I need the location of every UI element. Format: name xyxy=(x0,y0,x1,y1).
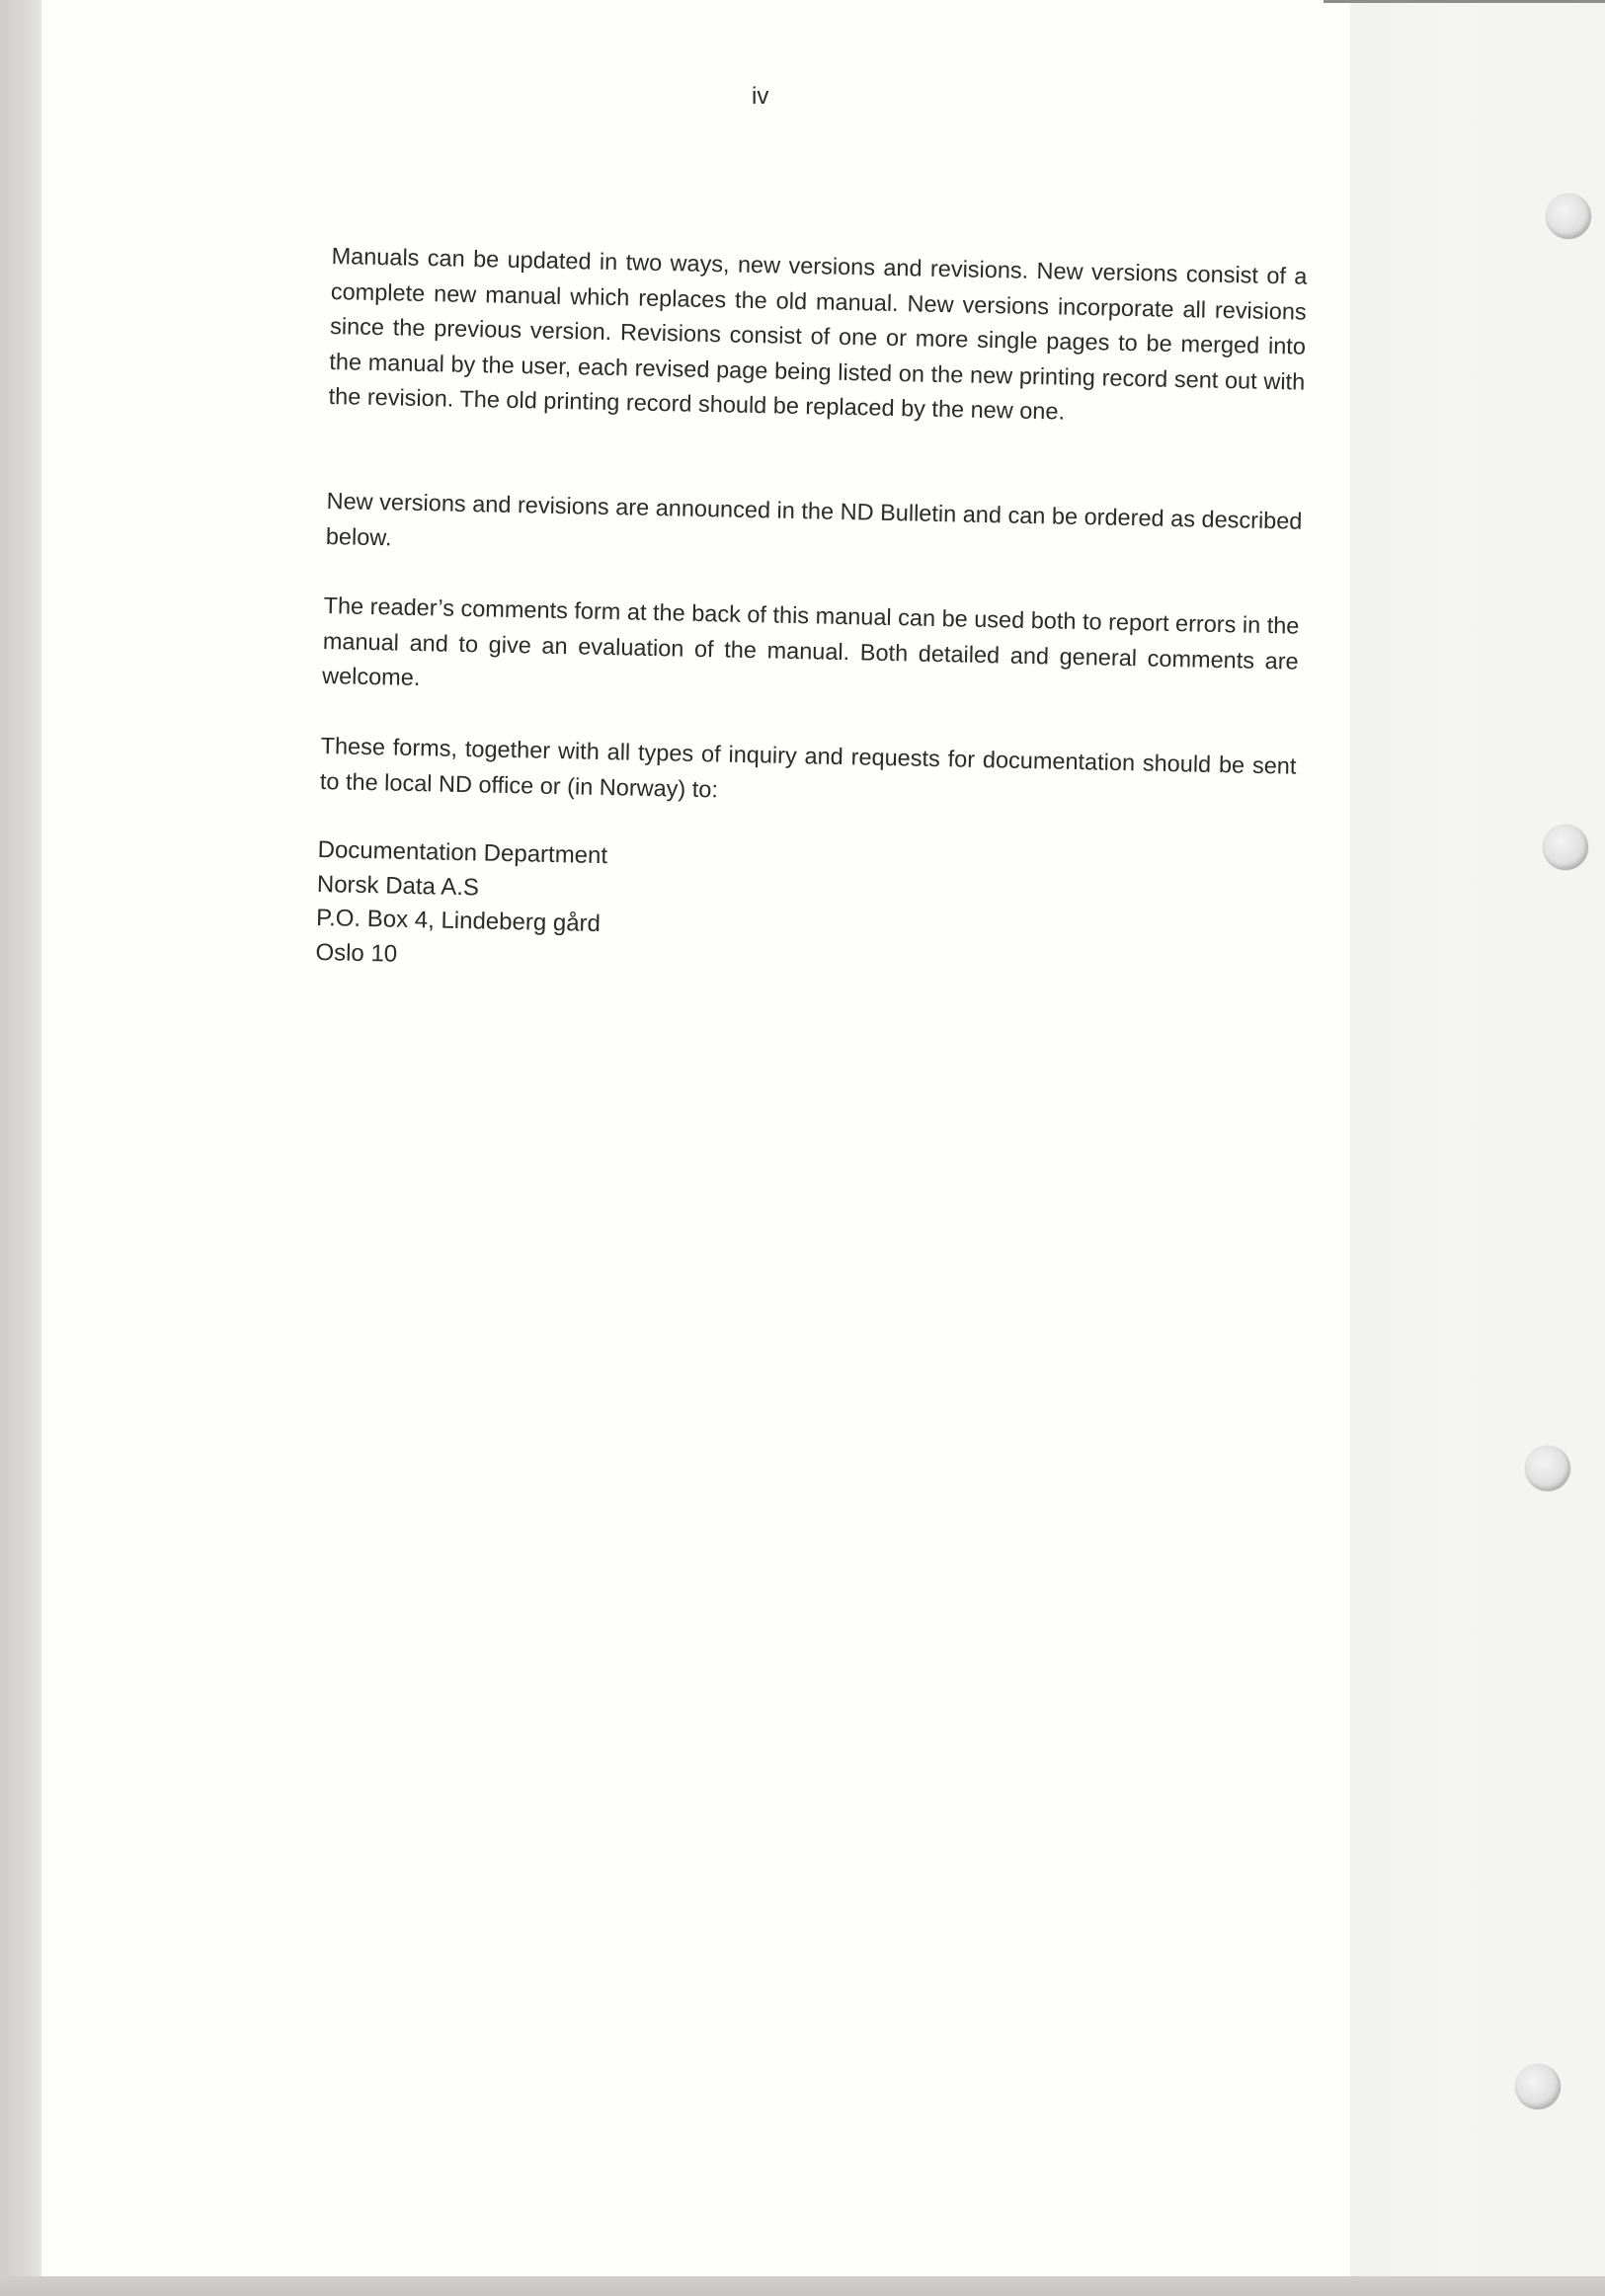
punch-hole xyxy=(1546,194,1591,239)
paragraph-send-to: These forms, together with all types of inquiry and requests for documentation should be sent to the local ND office or (in Norway) to: xyxy=(319,732,1297,802)
body-paragraph-1 xyxy=(328,239,1308,435)
paragraph-bulletin: New versions and revisions are announced in the ND Bulletin and can be ordered as described below. xyxy=(325,487,1303,550)
mailing-address xyxy=(315,833,812,980)
paragraph-update-methods: Manuals can be updated in two ways, new versions and revisions. New versions consist of a complete new manual which replaces the old manual. New versions incorporate all revisions since the previous version. Revisions consist of one or more single pages to be merged into the manual by the user, each revised page being listed on the new printing record sent out with the revision. The old printing record should be replaced by the new one. xyxy=(328,242,1308,425)
address-department: Documentation Department xyxy=(317,835,608,870)
body-paragraph-3 xyxy=(322,589,1300,714)
scan-right-margin xyxy=(1350,0,1605,2296)
scan-top-edge-line xyxy=(1324,0,1605,3)
scan-left-edge xyxy=(0,0,41,2296)
address-company: Norsk Data A.S xyxy=(316,870,480,901)
scan-bottom-edge xyxy=(0,2276,1605,2296)
punch-hole xyxy=(1525,1446,1570,1491)
address-po-box: P.O. Box 4, Lindeberg gård xyxy=(315,904,602,938)
address-city: Oslo 10 xyxy=(315,938,398,968)
punch-hole xyxy=(1543,825,1588,870)
page-number: iv xyxy=(752,83,769,110)
punch-hole xyxy=(1515,2064,1561,2109)
paragraph-comments-form: The reader’s comments form at the back of this manual can be used both to report errors in the manual and to give an evaluation of the manual. Both detailed and general comments are welcome. xyxy=(321,592,1300,691)
